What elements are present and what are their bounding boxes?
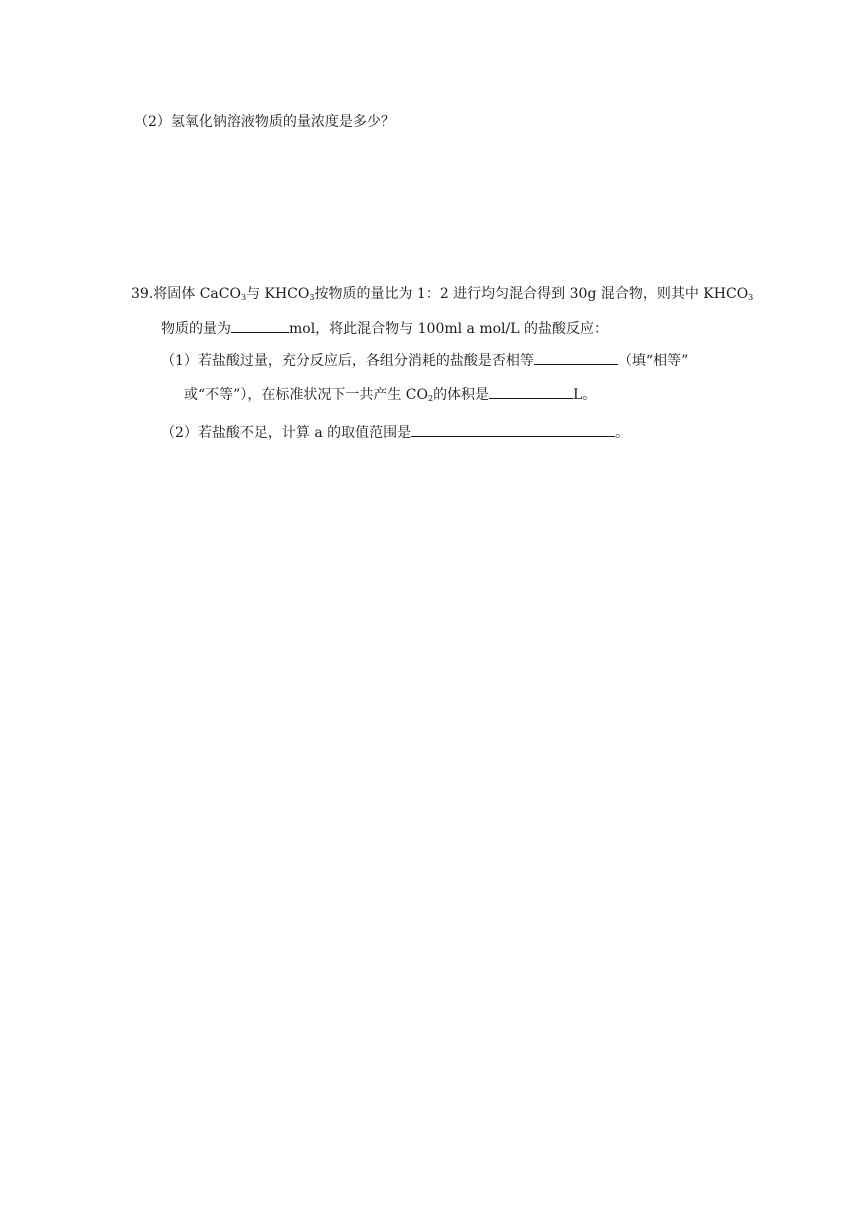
q39-p2-a: （2）若盐酸不足，计算 a 的取值范围是 xyxy=(161,425,412,441)
q39-part1-line2 xyxy=(184,384,596,405)
caco3-subscript: 3 xyxy=(240,293,247,302)
q39-stem-c: 按物质的量比为 1：2 进行均匀混合得到 30g 混合物，则其中 KHCO xyxy=(314,286,749,302)
q39-part2-line xyxy=(161,422,629,443)
q39-part1-line1 xyxy=(161,350,688,371)
q39-p1-b: （填“相等” xyxy=(617,353,689,369)
q39-p1-c: 或“不等”），在标准状况下一共产生 CO xyxy=(184,387,428,403)
khco3-amount-blank[interactable] xyxy=(231,318,289,333)
q38-part2-question xyxy=(134,112,395,132)
q39-p1-d: 的体积是 xyxy=(433,387,490,403)
q38-part2-text: （2）氢氧化钠溶液物质的量浓度是多少？ xyxy=(134,114,395,130)
q39-p1-e: L。 xyxy=(573,387,597,403)
a-range-blank[interactable] xyxy=(411,422,615,437)
q39-stem-line1 xyxy=(131,284,753,304)
co2-volume-blank[interactable] xyxy=(489,384,573,399)
q39-stem-b: 与 KHCO xyxy=(246,286,310,302)
q39-p2-b: 。 xyxy=(615,425,630,441)
q39-stem-a: 将固体 CaCO xyxy=(153,286,241,302)
q39-line2-b: mol，将此混合物与 100ml a mol/L 的盐酸反应： xyxy=(289,321,608,337)
q39-stem-line2 xyxy=(161,318,608,339)
q39-p1-a: （1）若盐酸过量，充分反应后，各组分消耗的盐酸是否相等 xyxy=(161,353,534,369)
co2-subscript: 2 xyxy=(427,394,434,403)
q39-line2-a: 物质的量为 xyxy=(161,321,231,337)
khco3-subscript-2: 3 xyxy=(748,293,754,302)
equal-answer-blank[interactable] xyxy=(534,350,618,365)
q39-number: 39. xyxy=(131,286,154,302)
khco3-subscript: 3 xyxy=(309,293,315,302)
